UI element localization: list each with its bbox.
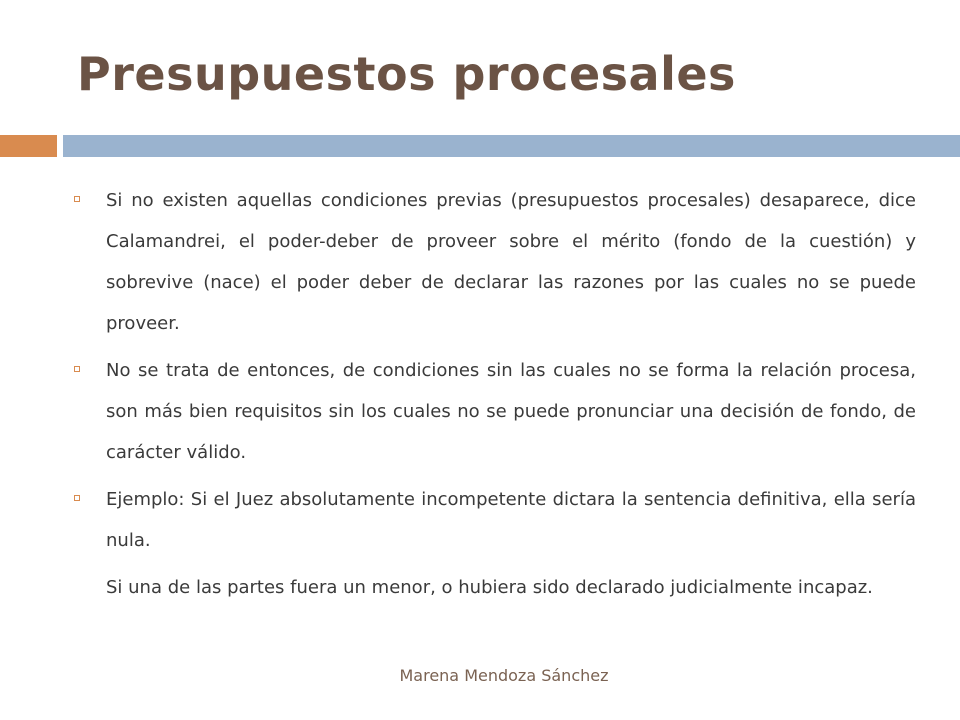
slide-content	[106, 180, 916, 614]
bullet-paragraph	[106, 180, 916, 344]
accent-bar-left	[0, 135, 57, 157]
paragraph-text: Si no existen aquellas condiciones previas (presupuestos procesales) desaparece, dice Calamandrei, el poder-deber de proveer sobre el mérito (fondo de la cuestión) y sobrevive (nace) el poder deber de declarar las razones por las cuales no se puede proveer.	[106, 190, 916, 334]
footer-author: Marena Mendoza Sánchez	[399, 666, 609, 685]
square-bullet-icon	[74, 366, 80, 372]
bullet-paragraph	[106, 350, 916, 473]
square-bullet-icon	[74, 196, 80, 202]
square-bullet-icon	[74, 495, 80, 501]
slide-title: Presupuestos procesales	[77, 47, 736, 101]
continuation-paragraph	[106, 567, 916, 608]
paragraph-text: Si una de las partes fuera un menor, o hubiera sido declarado judicialmente incapaz.	[106, 577, 873, 598]
accent-bar-right	[63, 135, 960, 157]
paragraph-text: Ejemplo: Si el Juez absolutamente incompetente dictara la sentencia definitiva, ella sería nula.	[106, 489, 916, 551]
paragraph-text: No se trata de entonces, de condiciones sin las cuales no se forma la relación procesa, son más bien requisitos sin los cuales no se puede pronunciar una decisión de fondo, de carácter válido.	[106, 360, 916, 463]
bullet-paragraph	[106, 479, 916, 561]
